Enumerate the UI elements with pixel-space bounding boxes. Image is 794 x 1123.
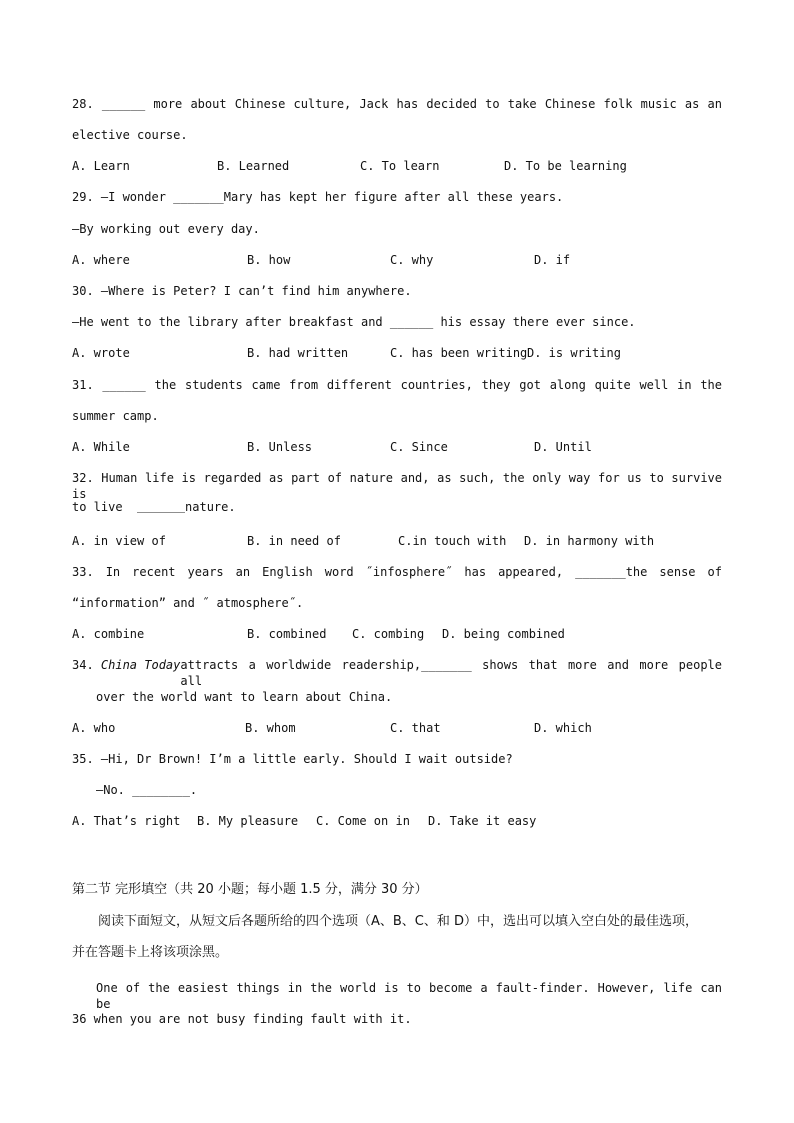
question-32-line-2: to live ＿＿＿＿nature. xyxy=(72,500,236,514)
question-34-line-1 xyxy=(72,657,722,689)
question-28-line-1: 28. ______ more about Chinese culture, Jack has decided to take Chinese folk music as an xyxy=(72,97,722,111)
question-33-option-c: C. combing xyxy=(352,627,425,641)
question-31-option-a: A. While xyxy=(72,440,130,454)
question-35-option-a: A. That’s right xyxy=(72,814,181,828)
question-33-line-2: “information” and ˝ atmosphere˝. xyxy=(72,596,304,610)
question-35-option-b: B. My pleasure xyxy=(197,814,299,828)
question-31-line-2: summer camp. xyxy=(72,409,159,423)
question-34-option-b: B. whom xyxy=(245,721,296,735)
question-35-option-d: D. Take it easy xyxy=(428,814,537,828)
question-31-option-c: C. Since xyxy=(390,440,448,454)
passage-line-1: One of the easiest things in the world is to become a fault-finder. However, life can be xyxy=(96,981,722,1011)
question-31-line-1: 31. ______ the students came from different countries, they got along quite well in the xyxy=(72,378,722,392)
question-28-option-d: D. To be learning xyxy=(504,159,627,173)
question-28-option-c: C. To learn xyxy=(360,159,440,173)
question-30-option-d: D. is writing xyxy=(527,346,621,360)
question-35-line-2: —No. ________. xyxy=(96,783,198,797)
question-34-line-2: over the world want to learn about China. xyxy=(96,690,393,704)
section-2-instruction-line-2: 并在答题卡上将该项涂黑。 xyxy=(72,945,229,960)
question-34-option-d: D. which xyxy=(534,721,592,735)
question-30-option-c: C. has been writing xyxy=(390,346,528,360)
question-34-italic-title: China Today xyxy=(100,658,181,672)
question-30-option-b: B. had written xyxy=(247,346,349,360)
question-32-line-1: 32. Human life is regarded as part of nature and, as such, the only way for us to survive is xyxy=(72,471,722,501)
question-29-line-1: 29. —I wonder _______Mary has kept her figure after all these years. xyxy=(72,190,564,204)
question-32-option-b: B. in need of xyxy=(247,534,341,548)
passage-line-2: 36 when you are not busy finding fault with it. xyxy=(72,1012,412,1026)
question-32-option-c: C.in touch with xyxy=(398,534,507,548)
question-28-line-2: elective course. xyxy=(72,128,188,142)
question-34-option-c: C. that xyxy=(390,721,441,735)
question-32-option-d: D. in harmony with xyxy=(524,534,655,548)
question-34-option-a: A. who xyxy=(72,721,116,735)
question-28-option-a: A. Learn xyxy=(72,159,130,173)
question-35-option-c: C. Come on in xyxy=(316,814,410,828)
question-29-option-d: D. if xyxy=(534,253,571,267)
question-29-option-a: A. where xyxy=(72,253,130,267)
section-2-instruction-line-1: 阅读下面短文，从短文后各题所给的四个选项（A、B、C、和 D）中，选出可以填入空白处的最佳选项， xyxy=(98,914,699,929)
question-33-option-d: D. being combined xyxy=(442,627,565,641)
question-31-option-d: D. Until xyxy=(534,440,592,454)
question-33-line-1: 33. In recent years an English word ˝infosphere˝ has appeared, _______the sense of xyxy=(72,565,722,579)
question-30-line-1: 30. —Where is Peter? I can’t find him anywhere. xyxy=(72,284,412,298)
question-29-option-c: C. why xyxy=(390,253,434,267)
question-34-number: 34. xyxy=(72,658,101,672)
question-29-line-2: —By working out every day. xyxy=(72,222,260,236)
section-2-heading: 第二节 完形填空（共 20 小题；每小题 1.5 分，满分 30 分） xyxy=(72,882,428,897)
question-32-option-a: A. in view of xyxy=(72,534,166,548)
question-35-line-1: 35. —Hi, Dr Brown! I’m a little early. Should I wait outside? xyxy=(72,752,513,766)
question-33-option-a: A. combine xyxy=(72,627,145,641)
question-29-option-b: B. how xyxy=(247,253,291,267)
question-30-line-2: —He went to the library after breakfast and ______ his essay there ever since. xyxy=(72,315,636,329)
question-33-option-b: B. combined xyxy=(247,627,327,641)
question-30-option-a: A. wrote xyxy=(72,346,130,360)
question-34-line-1-rest: attracts a worldwide readership,_______ shows that more and more people all xyxy=(180,658,722,688)
question-28-option-b: B. Learned xyxy=(217,159,290,173)
question-31-option-b: B. Unless xyxy=(247,440,313,454)
